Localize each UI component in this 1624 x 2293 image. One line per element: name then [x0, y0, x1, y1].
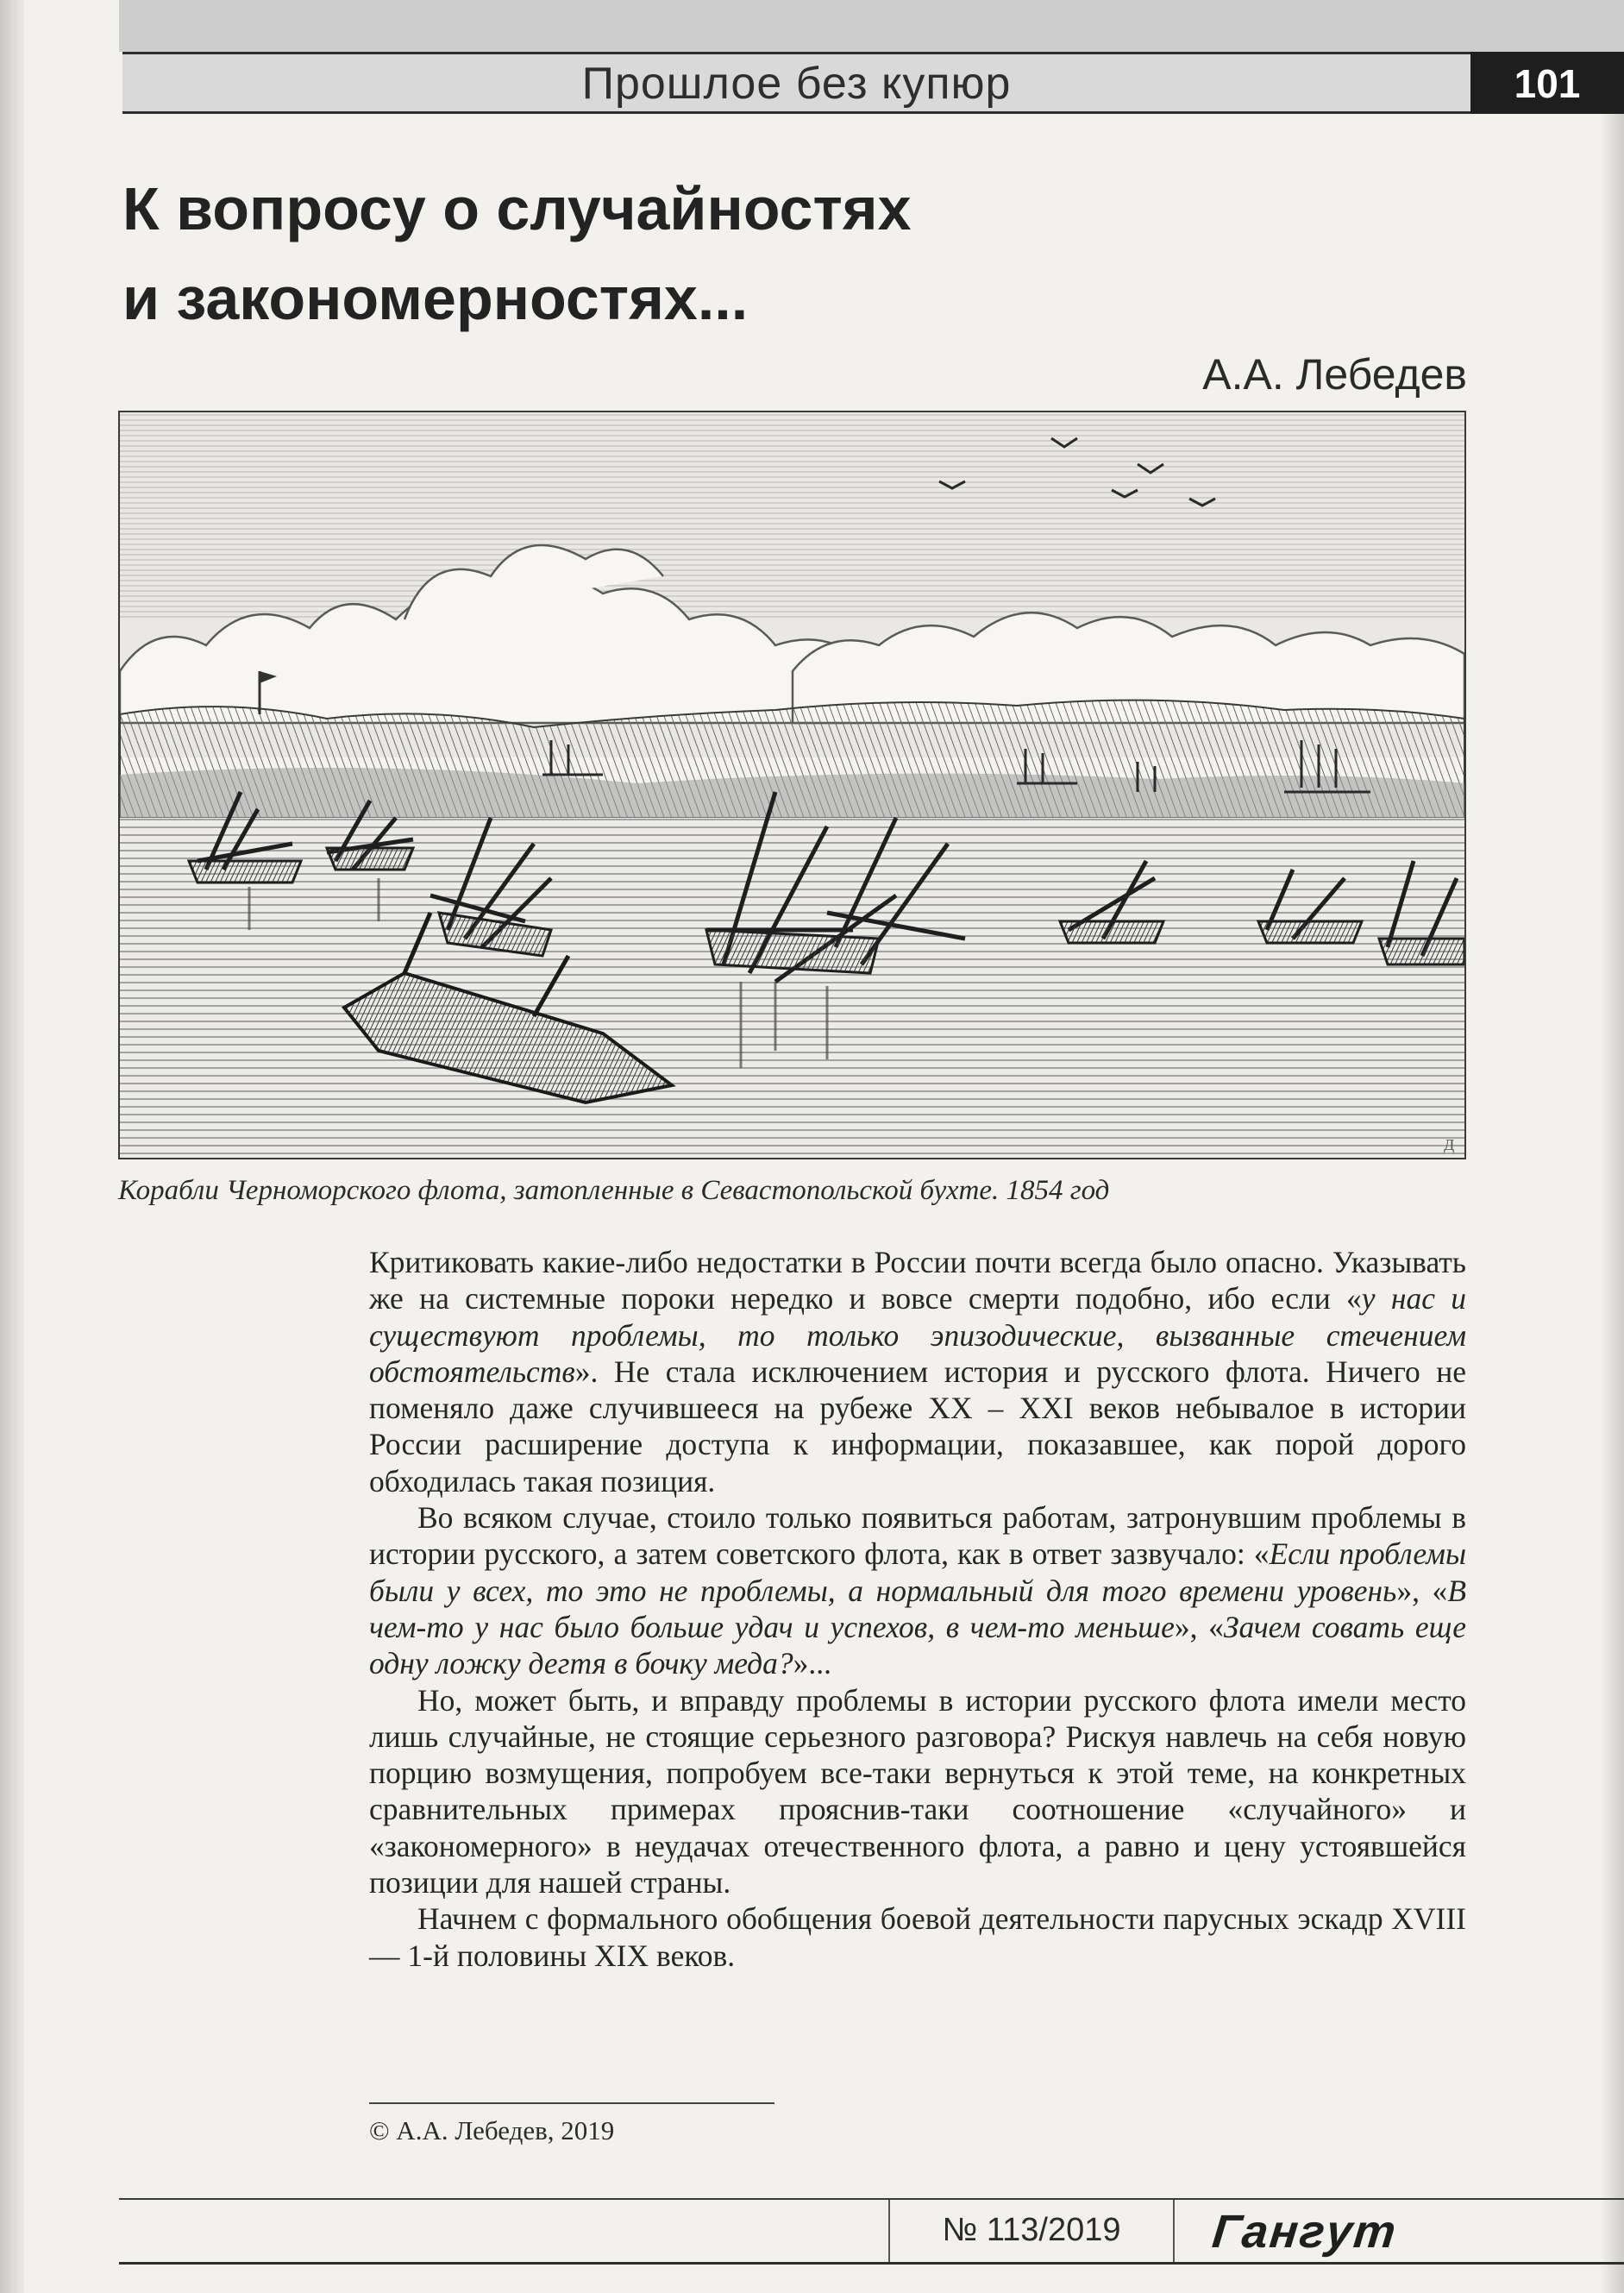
- paragraph-2: [369, 1499, 1466, 1681]
- article-author: А.А. Лебедев: [1202, 350, 1467, 399]
- figure-caption: Корабли Черноморского флота, затопленные в Севастопольской бухте. 1854 год: [118, 1175, 1110, 1206]
- text-run: Критиковать какие-либо недостатки в России почти всегда было опасно. Указывать же на системные пороки нередко и вовсе смерти подобно, ибо если «: [369, 1245, 1466, 1316]
- artist-mark: Д: [1444, 1136, 1455, 1153]
- quoted-text: Зачем совать еще одну ложку дегтя в бочку меда?: [369, 1609, 1467, 1681]
- copyright-footnote: © А.А. Лебедев, 2019: [369, 2115, 615, 2145]
- engraving-figure: [118, 411, 1466, 1159]
- paragraph-1: [369, 1244, 1466, 1499]
- page-edge-right: [1602, 0, 1624, 2293]
- quoted-text: В чем-то у нас было больше удач и успехов, в чем-то меньше: [369, 1573, 1466, 1644]
- article-body: [369, 1244, 1466, 1974]
- article-title-line-1: К вопросу о случайностях: [122, 175, 912, 242]
- footer-bottom-rule: [119, 2262, 1624, 2265]
- page-number: 101: [1514, 61, 1581, 106]
- text-run: Но, может быть, и вправду проблемы в истории русского флота имели место лишь случайные, не стоящие серьезного разговора? Рискуя навлечь на себя новую порцию возмущения, попробуем все-таки вернуться к этой теме, на конкретных сравнительных примерах прояснив-таки соотношение «случайного» и «закономерного» в неудачах отечественного флота, а равно и цену устоявшейся позиции для нашей страны.: [369, 1682, 1466, 1900]
- paragraph-4: [369, 1900, 1466, 1974]
- magazine-logo: Гангут: [1209, 2206, 1401, 2258]
- article-title: [122, 164, 1502, 343]
- text-run: Начнем с формального обобщения боевой деятельности парусных эскадр XVIII — 1-й половины XIX веков.: [369, 1901, 1466, 1973]
- page-edge-left: [0, 0, 24, 2293]
- top-band: [119, 0, 1624, 52]
- page-number-box: [1470, 52, 1624, 114]
- engraving-illustration: [120, 412, 1464, 1158]
- quoted-text: у нас и существуют проблемы, то только эпизодические, вызванные стечением обстоятельств: [369, 1281, 1467, 1389]
- paragraph-3: [369, 1682, 1466, 1901]
- quoted-text: Если проблемы были у всех, то это не проблемы, а нормальный для того времени уровень: [369, 1536, 1467, 1608]
- footnote-rule: [369, 2102, 774, 2104]
- text-run: ». Не стала исключением история и русского флота. Ничего не поменяло даже случившееся на рубеже XX – XXI веков небывалое в истории России расширение доступа к информации, показавшее, как порой дорого обходилась такая позиция.: [369, 1354, 1466, 1498]
- section-header-bar: [122, 52, 1470, 114]
- issue-box: [888, 2200, 1175, 2262]
- text-run: Во всяком случае, стоило только появиться работам, затронувшим проблемы в истории русского, а затем советского флота, как в ответ зазвучало: «: [369, 1500, 1466, 1572]
- text-run: », «: [1174, 1609, 1224, 1644]
- article-title-line-2: и закономерностях...: [122, 265, 749, 332]
- issue-number: № 113/2019: [942, 2212, 1121, 2248]
- text-run: »...: [793, 1646, 832, 1681]
- magazine-brand-box: [1175, 2200, 1624, 2262]
- text-run: », «: [1396, 1573, 1448, 1608]
- section-title: Прошлое без купюр: [581, 59, 1012, 109]
